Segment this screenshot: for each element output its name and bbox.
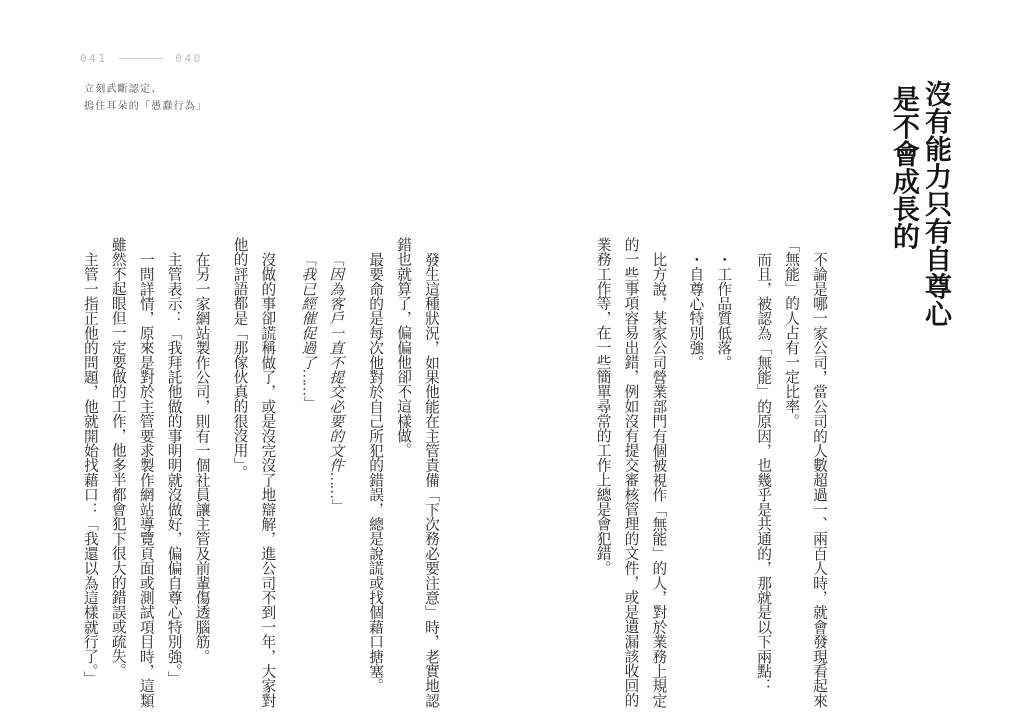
running-header-line2: 摀住耳朵的「愚蠢行為」 bbox=[84, 100, 208, 112]
paragraph: 一問詳情，原來是對於主管要求製作網站導覽頁面或測試項目時，這類雖然不起眼但一定要做的工作，他多半都會犯下很大的錯誤或疏失。 bbox=[109, 237, 154, 708]
page-040-body-text bbox=[588, 237, 832, 710]
folio-left-number: 041 bbox=[80, 52, 108, 65]
folio-divider-line bbox=[119, 58, 163, 59]
paragraph: ・工作品質低落。 bbox=[715, 251, 732, 370]
paragraph: 比方說，某家公司營業部門有個被視作「無能」的人，對於業務上規定的一些事項容易出錯，例如沒有提交審核管理的文件，或是遺漏該收回的業務工作等，在一些簡單尋常的工作上總是會犯錯。 bbox=[594, 237, 667, 708]
paragraph: 不論是哪一家公司，當公司的人數超過一、兩百人時，就會發現看起來「無能」的人占有一定比率。 bbox=[783, 237, 827, 708]
running-header bbox=[84, 82, 207, 115]
paragraph: ・自尊心特別強。 bbox=[687, 251, 704, 370]
paragraph: 主管表示：「我拜託他做的事明明就沒做好，偏偏自尊心特別強。」 bbox=[165, 251, 182, 686]
paragraph: 最要命的是每次他對於自己所犯的錯誤，總是說謊或找個藉口搪塞。 bbox=[367, 251, 384, 693]
paragraph: 主管一指正他的問題，他就開始找藉口：「我還以為這樣就行了。」 bbox=[81, 251, 98, 686]
chapter-title-line1: 沒有能力只有自尊心 bbox=[921, 80, 951, 328]
paragraph: 在另一家網站製作公司，則有一個社員讓主管及前輩傷透腦筋。 bbox=[193, 251, 210, 664]
chapter-title-line2: 是不會成長的 bbox=[888, 85, 919, 250]
folio-right-number: 040 bbox=[175, 52, 203, 65]
paragraph: 「我已經催促過了……」 bbox=[299, 251, 316, 411]
paragraph: 「因為客戶一直不提交必要的文件……」 bbox=[327, 251, 344, 514]
running-header-line1: 立刻武斷認定、 bbox=[84, 84, 163, 95]
page-041-body-text bbox=[75, 237, 444, 710]
paragraph: 而且，被認為「無能」的原因，也幾乎是共通的，那就是以下兩點： bbox=[755, 251, 772, 693]
page-numbers bbox=[80, 52, 203, 65]
chapter-title bbox=[888, 80, 952, 360]
paragraph: 發生這種狀況，如果他能在主管責備「下次務必要注意」時，老實地認錯也就算了，偏偏他卻不這樣做。 bbox=[395, 237, 439, 708]
paragraph: 沒做的事卻謊稱做了，或是沒完沒了地辯解，進公司不到一年，大家對他的評語都是「那傢伙真的很沒用」。 bbox=[231, 237, 276, 708]
